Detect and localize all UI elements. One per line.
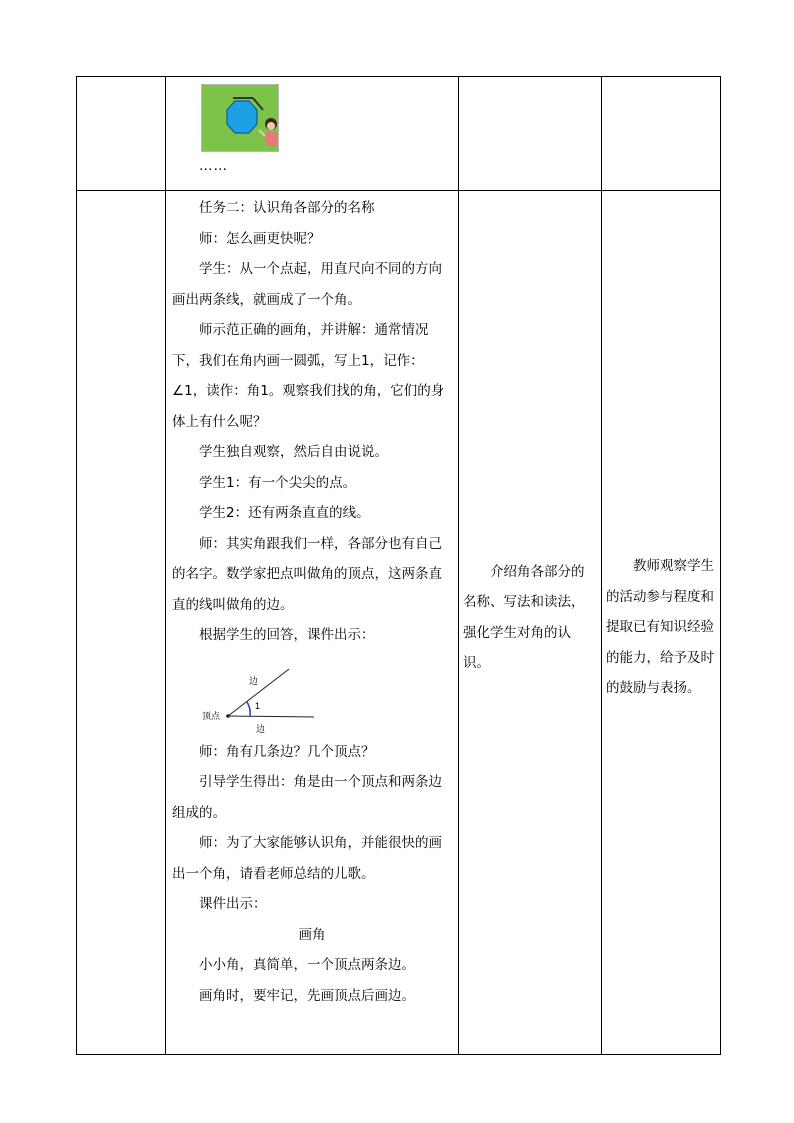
poem-line: 画角时，要牢记，先画顶点后画边。 xyxy=(199,987,415,1004)
intent-cell xyxy=(459,191,602,1055)
process-cell xyxy=(166,191,459,1055)
paragraph: 学生：从一个点起，用直尺向不同的方向画出两条线，就画成了一个角。 xyxy=(172,261,442,308)
ellipsis-text: …… xyxy=(199,158,228,174)
paragraph: 师：其实角跟我们一样，各部分也有自己的名字。数学家把点叫做角的顶点，这两条直直的线叫做角的边。 xyxy=(172,535,442,613)
angle-number-label: 1 xyxy=(255,700,261,711)
table-row xyxy=(77,77,721,191)
paragraph: 任务二：认识角各部分的名称 xyxy=(199,200,375,216)
octagon-illustration xyxy=(201,84,279,152)
empty-cell xyxy=(459,77,602,191)
side-top-label: 边 xyxy=(249,675,259,686)
table-row xyxy=(77,191,721,1055)
poem-title: 画角 xyxy=(298,926,326,943)
paragraph: 师：角有几条边？几个顶点？ xyxy=(199,743,375,760)
poem-line: 小小角，真简单，一个顶点两条边。 xyxy=(199,957,415,973)
angle-figure xyxy=(166,651,458,737)
side-bottom-label: 边 xyxy=(256,723,266,734)
design-intent-text: 介绍角各部分的名称、写法和读法，强化学生对角的认识。 xyxy=(463,563,585,671)
paragraph: 学生2：还有两条直直的线。 xyxy=(199,505,370,521)
paragraph: 师：怎么画更快呢？ xyxy=(199,230,321,247)
paragraph: 引导学生得出：角是由一个顶点和两条边组成的。 xyxy=(172,774,442,821)
process-cell xyxy=(166,77,459,191)
paragraph: 师：为了大家能够认识角，并能很快的画出一个角，请看老师总结的儿歌。 xyxy=(172,835,442,882)
empty-cell xyxy=(77,77,166,191)
empty-cell xyxy=(77,191,166,1055)
paragraph: 课件出示： xyxy=(199,896,267,912)
assessment-cell xyxy=(602,191,721,1055)
lesson-plan-table xyxy=(76,76,721,1055)
vertex-label: 顶点 xyxy=(202,710,221,721)
paragraph: 根据学生的回答，课件出示： xyxy=(199,627,375,643)
paragraph: 学生独自观察，然后自由说说。 xyxy=(199,444,388,460)
empty-cell xyxy=(602,77,721,191)
paragraph: 学生1：有一个尖尖的点。 xyxy=(199,474,357,491)
assessment-text: 教师观察学生的活动参与程度和提取已有知识经验的能力，给予及时的鼓励与表扬。 xyxy=(606,558,714,697)
paragraph: 师示范正确的画角，并讲解：通常情况下，我们在角内画一圆弧，写上1，记作：∠1，读作：角1。观察我们找的角，它们的身体上有什么呢？ xyxy=(172,322,445,430)
